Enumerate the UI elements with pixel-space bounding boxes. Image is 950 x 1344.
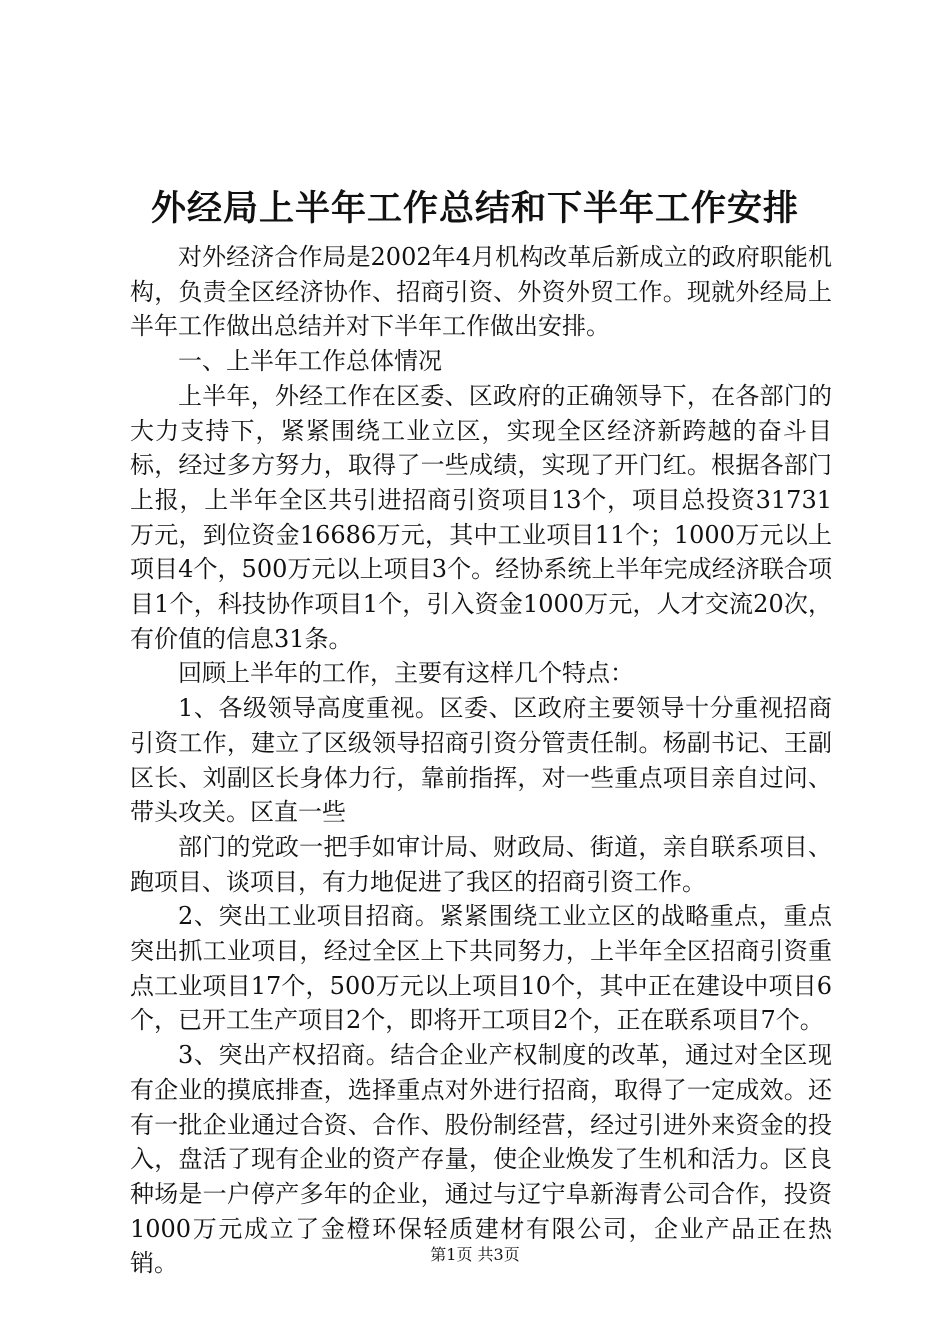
document-title: 外经局上半年工作总结和下半年工作安排 [150, 188, 799, 229]
paragraph-features-intro: 回顾上半年的工作，主要有这样几个特点： [178, 659, 634, 688]
paragraph-feature-2: 2、突出工业项目招商。紧紧围绕工业立区的战略重点，重点突出抓工业项目，经过全区上下共同努力，上半年全区招商引资重点工业项目17个，500万元以上项目10个，其中正在建设中项目6个，已开工生产项目2个，即将开工项目2个，正在联系项目7个。 [130, 902, 832, 1035]
paragraph-feature-1-cont: 部门的党政一把手如审计局、财政局、街道，亲自联系项目、跑项目、谈项目，有力地促进了我区的招商引资工作。 [130, 832, 832, 896]
paragraph-overview: 上半年，外经工作在区委、区政府的正确领导下，在各部门的大力支持下，紧紧围绕工业立区，实现全区经济新跨越的奋斗目标，经过多方努力，取得了一些成绩，实现了开门红。根据各部门上报，上半年全区共引进招商引资项目13个，项目总投资31731万元，到位资金16686万元，其中工业项目11个；1000万元以上项目4个，500万元以上项目3个。经协系统上半年完成经济联合项目1个，科技协作项目1个，引入资金1000万元，人才交流20次，有价值的信息31条。 [130, 381, 832, 653]
paragraph-feature-3: 3、突出产权招商。结合企业产权制度的改革，通过对全区现有企业的摸底排查，选择重点对外进行招商，取得了一定成效。还有一批企业通过合资、合作、股份制经营，经过引进外来资金的投入，盘活了现有企业的资产存量，使企业焕发了生机和活力。区良种场是一户停产多年的企业，通过与辽宁阜新海青公司合作，投资1000万元成立了金橙环保轻质建材有限公司，企业产品正在热销。 [130, 1041, 832, 1278]
section-heading-1: 一、上半年工作总体情况 [178, 347, 442, 376]
page-footer: 第1页 共3页 [430, 1245, 520, 1264]
document-body [130, 240, 832, 1281]
paragraph-feature-1: 1、各级领导高度重视。区委、区政府主要领导十分重视招商引资工作，建立了区级领导招商引资分管责任制。杨副书记、王副区长、刘副区长身体力行，靠前指挥，对一些重点项目亲自过问、带头攻关。区直一些 [130, 694, 832, 827]
paragraph-intro: 对外经济合作局是2002年4月机构改革后新成立的政府职能机构，负责全区经济协作、招商引资、外资外贸工作。现就外经局上半年工作做出总结并对下半年工作做出安排。 [130, 243, 832, 341]
